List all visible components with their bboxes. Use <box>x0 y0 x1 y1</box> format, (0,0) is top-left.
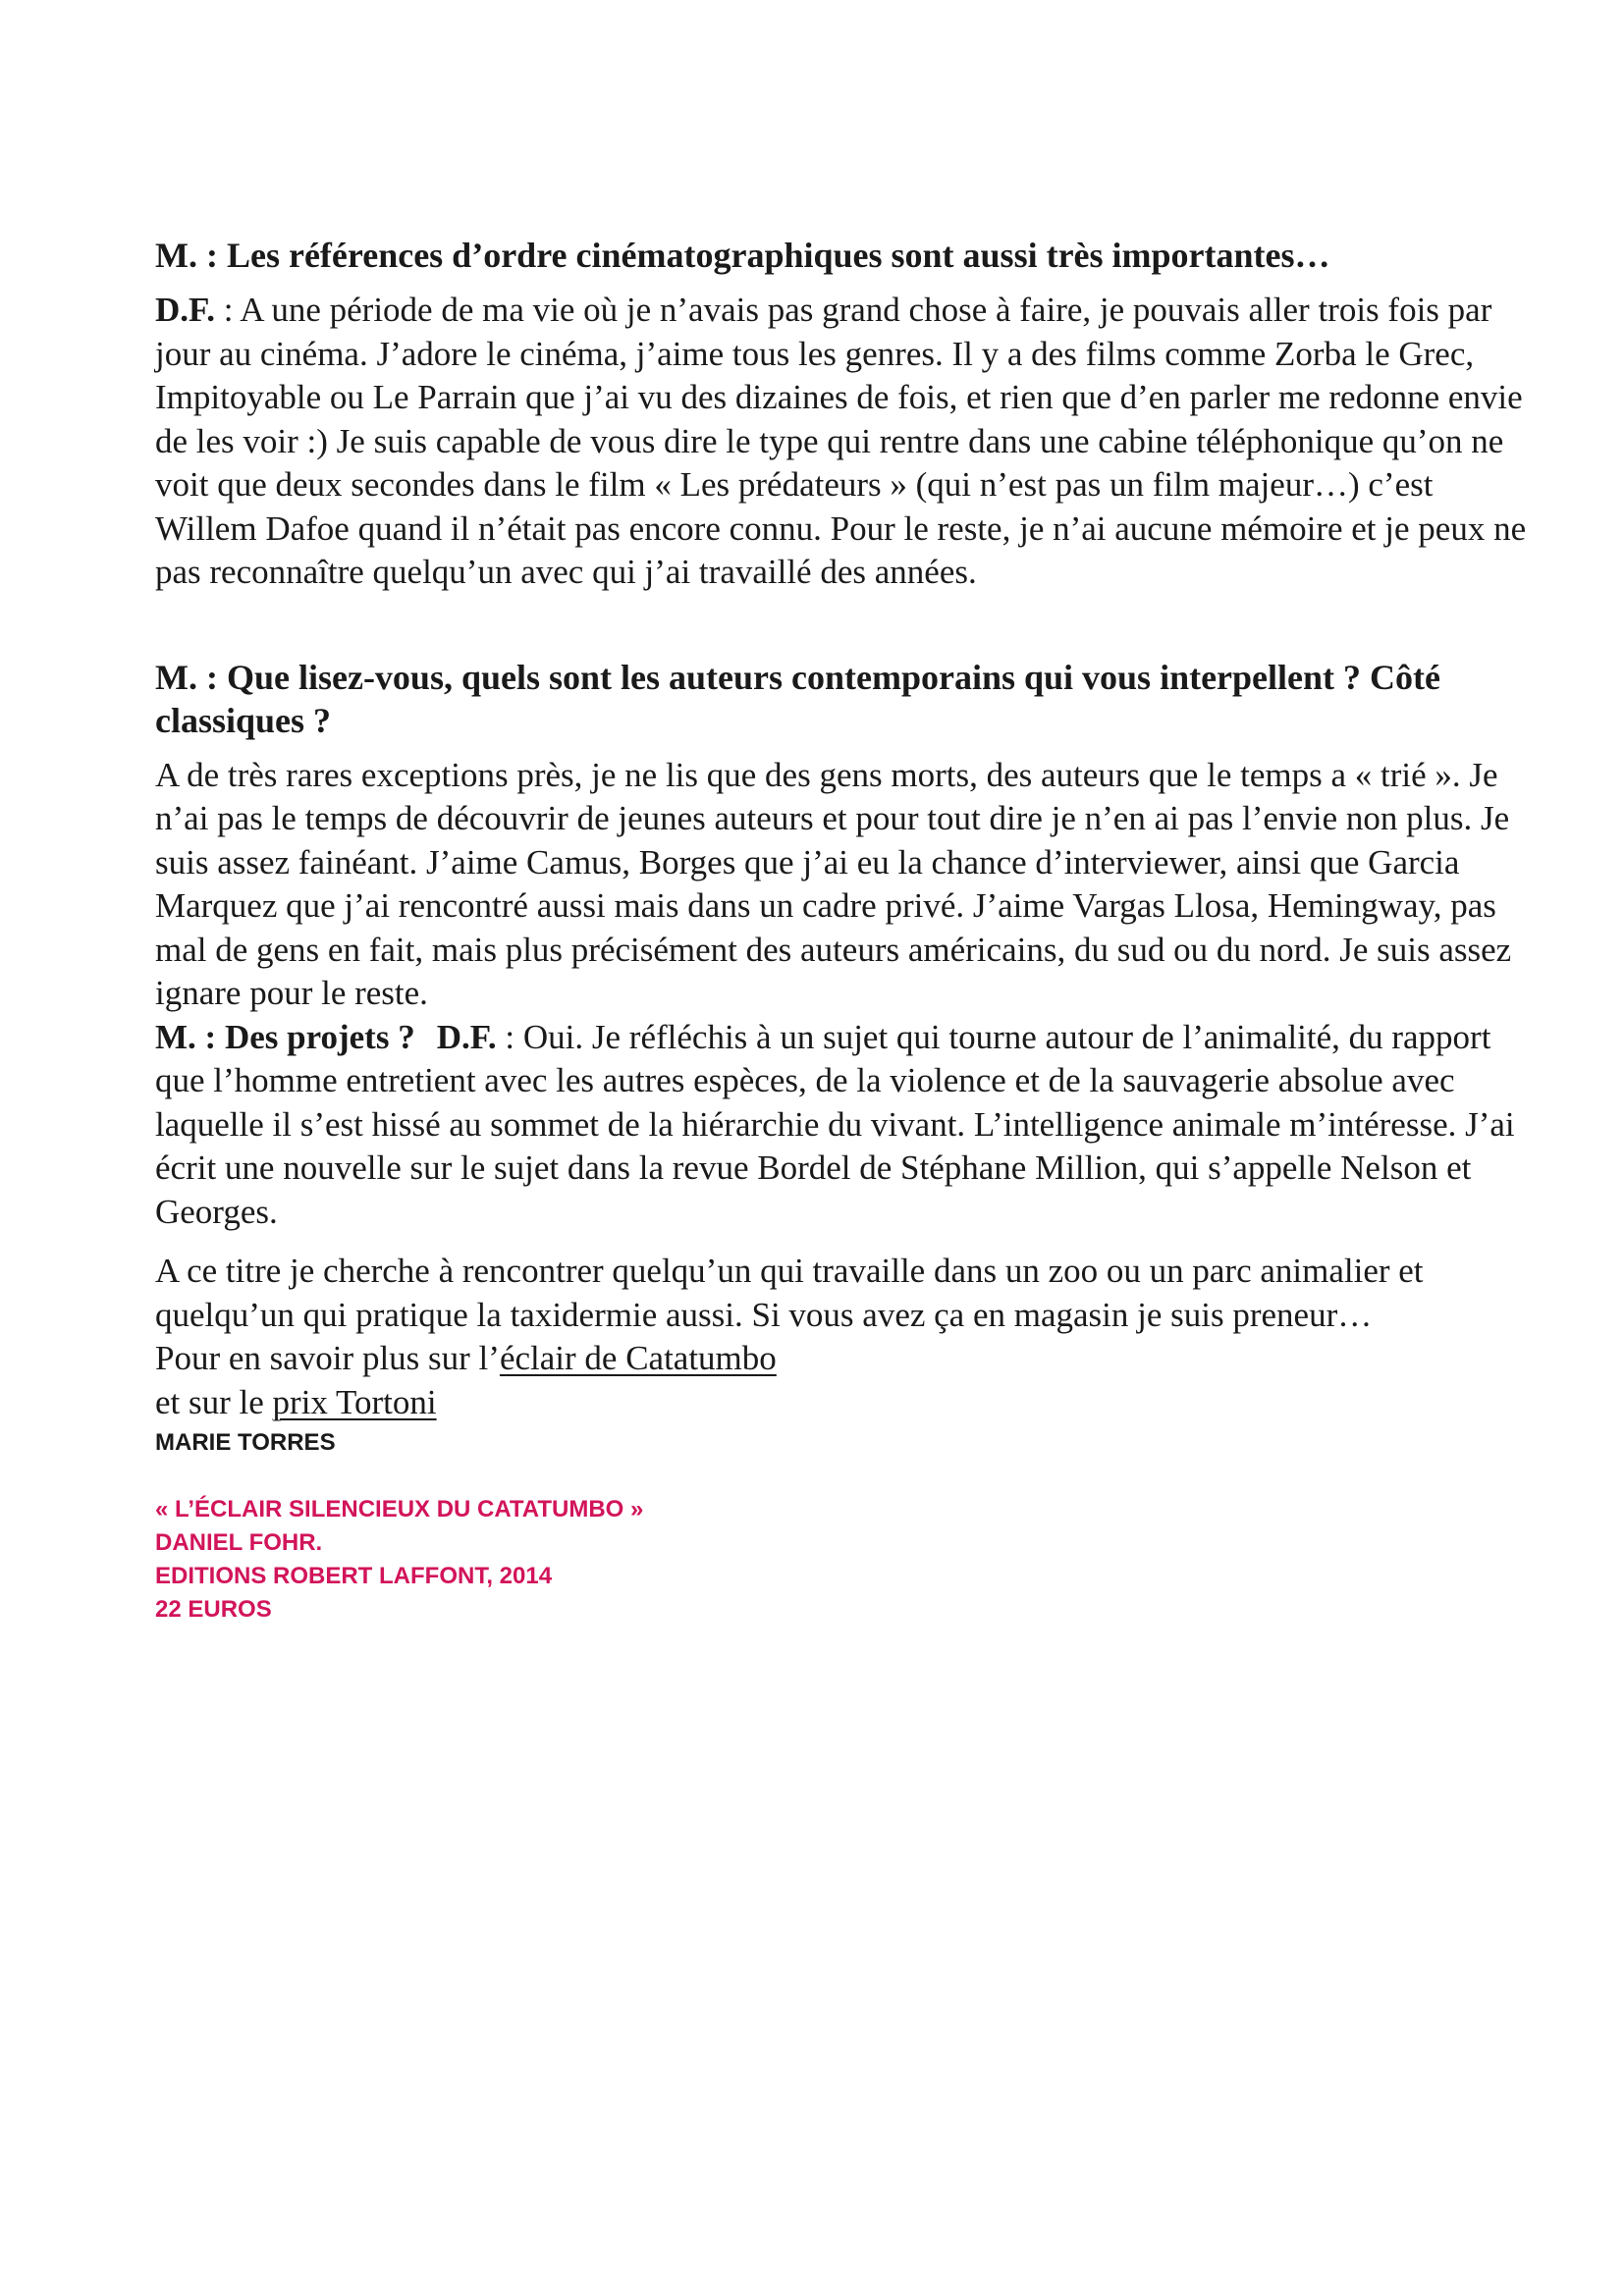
question-cinema: M. : Les références d’ordre cinématographiques sont aussi très importantes… <box>155 236 1330 275</box>
link-line-1 <box>155 1337 1530 1381</box>
prix-tortoni-link[interactable]: prix Tortoni <box>272 1382 437 1421</box>
answer-projects-2: A ce titre je cherche à rencontrer quelqu’un qui travaille dans un zoo ou un parc animalier et quelqu’un qui pratique la taxidermie aussi. Si vous avez ça en magasin je suis preneur… <box>155 1252 1424 1334</box>
answer-reading: A de très rares exceptions près, je ne lis que des gens morts, des auteurs que le temps a « trié ». Je n’ai pas le temps de découvrir de jeunes auteurs et pour tout dire je n’en ai pas l’envie non plus. Je suis assez fainéant. J’aime Camus, Borges que j’ai eu la chance d’interviewer, ainsi que Garcia Marquez que j’ai rencontré aussi mais dans un cadre privé. J’aime Vargas Llosa, Hemingway, pas mal de gens en fait, mais plus précisément des auteurs américains, du sud ou du nord. Je suis assez ignare pour le reste. <box>155 755 1512 1012</box>
book-author: DANIEL FOHR. <box>155 1529 323 1556</box>
speaker-label: D.F. <box>155 291 215 329</box>
book-price: 22 EUROS <box>155 1596 272 1623</box>
answer-cinema-text: : A une période de ma vie où je n’avais pas grand chose à faire, je pouvais aller trois fois par jour au cinéma. J’adore le cinéma, j’aime tous les genres. Il y a des films comme Zorba le Grec, Impitoyable ou Le Parrain que j’ai vu des dizaines de fois, et rien que d’en parler me redonne envie de les voir :) Je suis capable de vous dire le type qui rentre dans une cabine téléphonique qu’on ne voit que deux secondes dans le film « Les prédateurs » (qui n’est pas un film majeur…) c’est Willem Dafoe quand il n’était pas encore connu. Pour le reste, je n’ai aucune mémoire et je peux ne pas reconnaître quelqu’un avec qui j’ai travaillé des années. <box>155 291 1527 591</box>
link-line-2-prefix: et sur le <box>155 1382 273 1421</box>
author-name: MARIE TORRES <box>155 1429 336 1456</box>
answer-projects <box>155 1016 1530 1235</box>
question-reading: M. : Que lisez-vous, quels sont les auteurs contemporains qui vous interpellent ? Côté classiques ? <box>155 657 1440 740</box>
link-line-1-prefix: Pour en savoir plus sur l’ <box>155 1339 500 1377</box>
article-page <box>155 234 1530 1627</box>
book-publisher: EDITIONS ROBERT LAFFONT, 2014 <box>155 1563 553 1589</box>
speaker-label-projects: D.F. <box>436 1017 497 1056</box>
question-projects: M. : Des projets ? <box>155 1017 415 1056</box>
link-line-2 <box>155 1381 1530 1425</box>
answer-projects-text: : Oui. Je réfléchis à un sujet qui tourne autour de l’animalité, du rapport que l’homme entretient avec les autres espèces, de la violence et de la sauvagerie absolue avec laquelle il s’est hissé au sommet de la hiérarchie du vivant. L’intelligence animale m’intéresse. J’ai écrit une nouvelle sur le sujet dans la revue Bordel de Stéphane Million, qui s’appelle Nelson et Georges. <box>155 1017 1515 1231</box>
book-title: « L’ÉCLAIR SILENCIEUX DU CATATUMBO » <box>155 1496 644 1522</box>
eclair-catatumbo-link[interactable]: éclair de Catatumbo <box>499 1339 777 1377</box>
answer-cinema <box>155 289 1530 595</box>
